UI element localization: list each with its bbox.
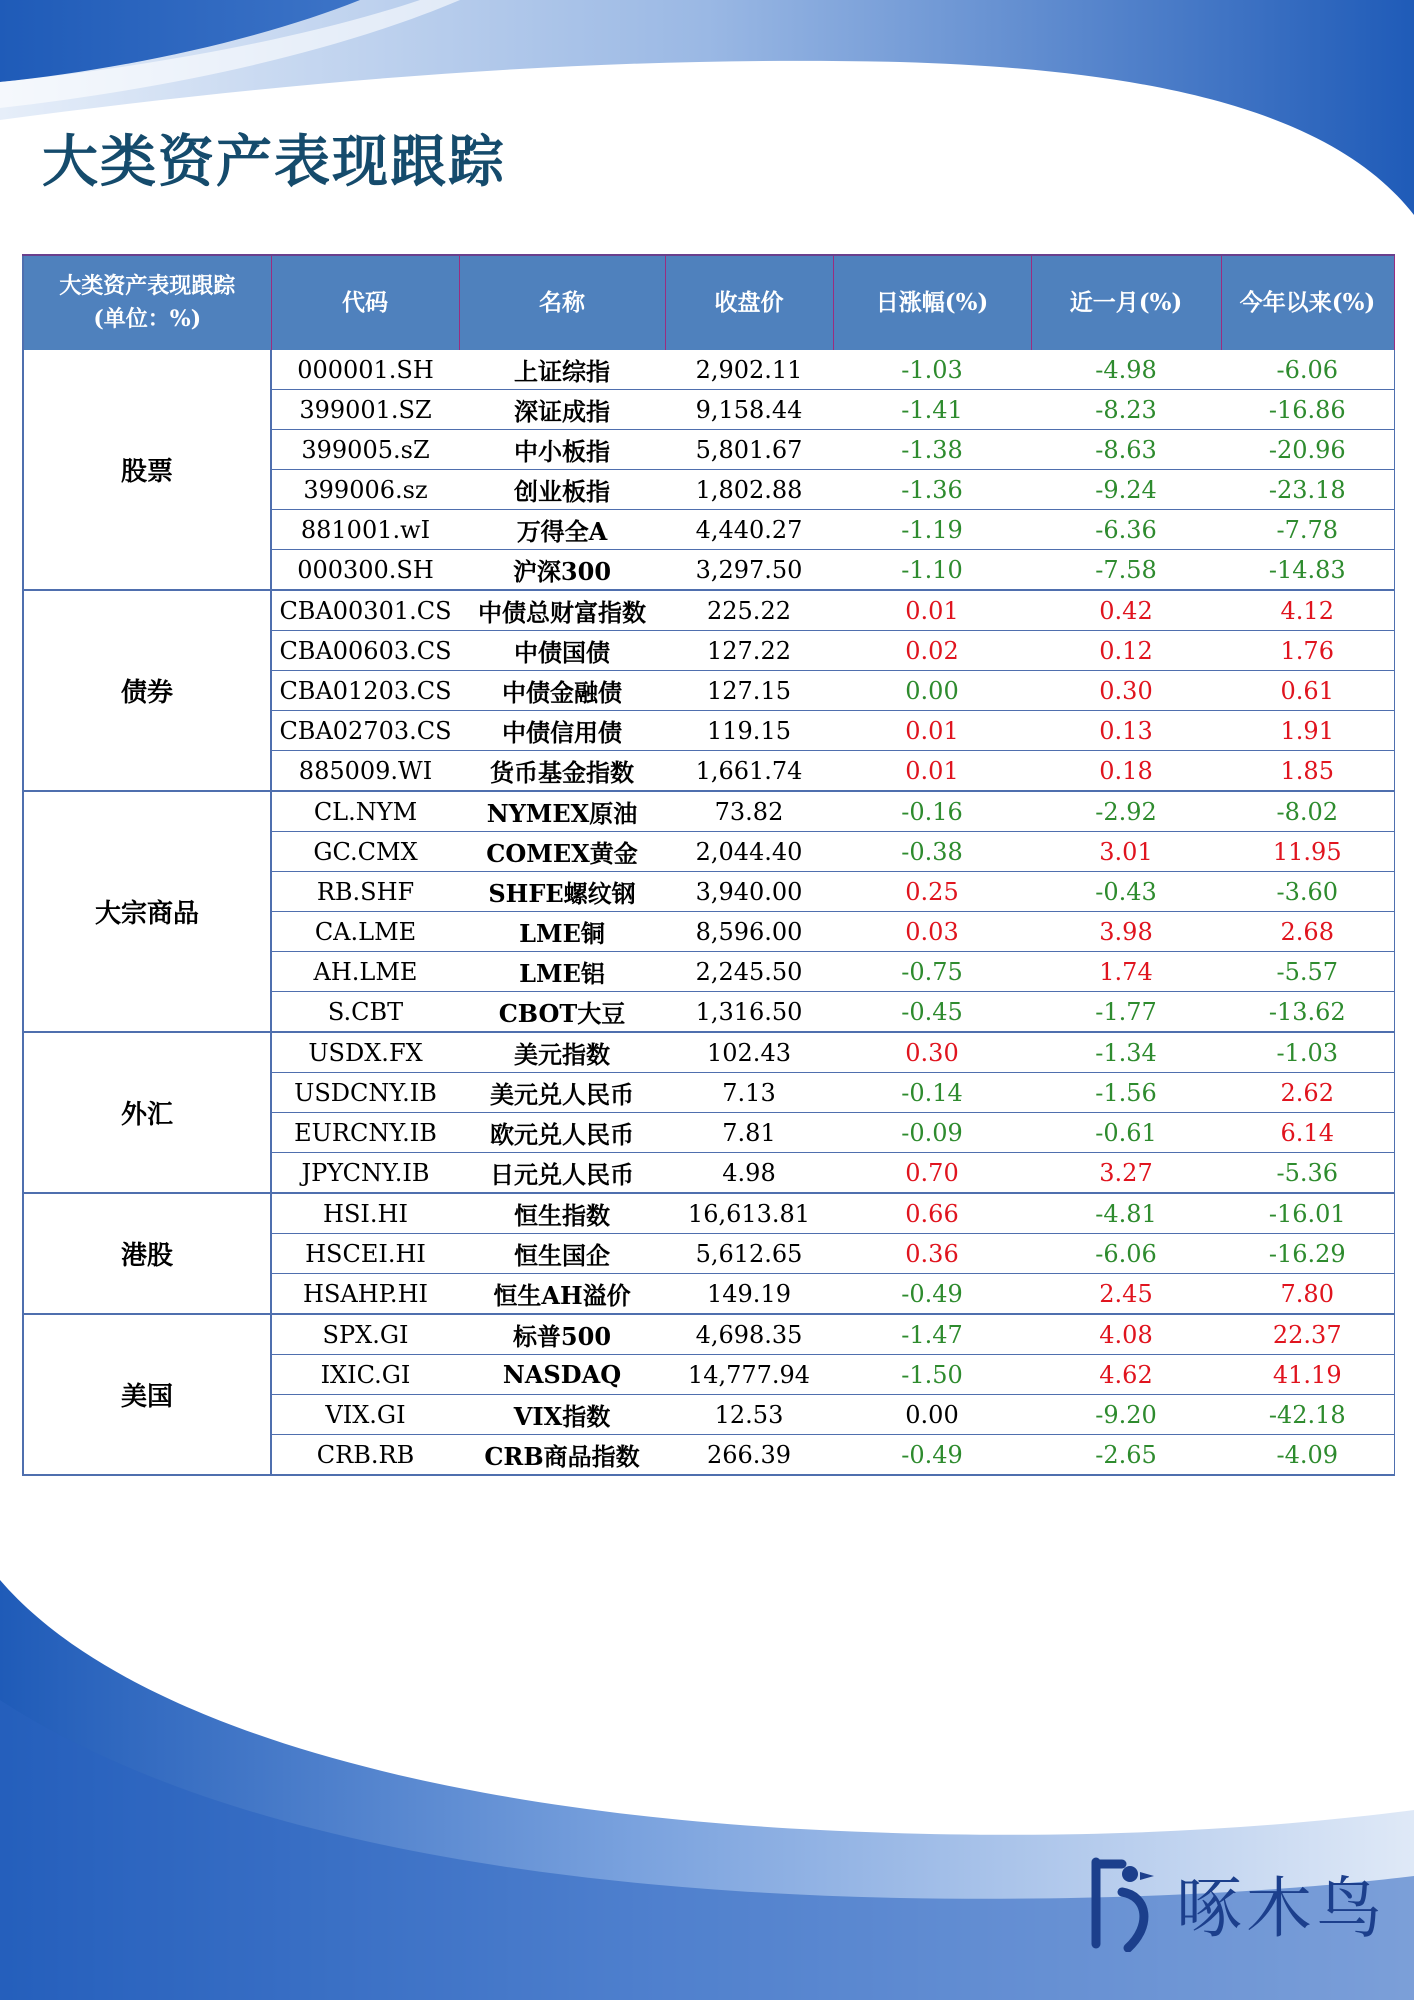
close-cell: 14,777.94 xyxy=(665,1355,833,1395)
table-header-row xyxy=(23,255,1394,350)
daily-change-cell: -0.75 xyxy=(833,952,1031,992)
daily-change-cell: -0.38 xyxy=(833,832,1031,872)
ytd-cell: -42.18 xyxy=(1221,1395,1394,1435)
ytd-cell: 4.12 xyxy=(1221,590,1394,631)
one-month-cell: 3.01 xyxy=(1031,832,1221,872)
one-month-cell: -0.61 xyxy=(1031,1113,1221,1153)
daily-change-cell: 0.30 xyxy=(833,1032,1031,1073)
close-cell: 266.39 xyxy=(665,1435,833,1476)
daily-change-cell: -1.19 xyxy=(833,510,1031,550)
one-month-cell: -9.20 xyxy=(1031,1395,1221,1435)
code-cell: CBA00603.CS xyxy=(271,631,459,671)
code-cell: HSAHP.HI xyxy=(271,1274,459,1315)
code-cell: CBA02703.CS xyxy=(271,711,459,751)
ytd-cell: -20.96 xyxy=(1221,430,1394,470)
close-cell: 3,297.50 xyxy=(665,550,833,591)
daily-change-cell: 0.01 xyxy=(833,590,1031,631)
close-cell: 1,661.74 xyxy=(665,751,833,792)
table-row xyxy=(23,350,1394,390)
code-cell: 399005.sZ xyxy=(271,430,459,470)
name-cell: 中债国债 xyxy=(459,631,665,671)
one-month-cell: -2.65 xyxy=(1031,1435,1221,1476)
ytd-cell: -16.01 xyxy=(1221,1193,1394,1234)
code-cell: 000300.SH xyxy=(271,550,459,591)
ytd-cell: -5.57 xyxy=(1221,952,1394,992)
brand-name: 啄木鸟 xyxy=(1176,1869,1386,1947)
code-cell: 399001.SZ xyxy=(271,390,459,430)
name-cell: 中债金融债 xyxy=(459,671,665,711)
daily-change-cell: 0.00 xyxy=(833,1395,1031,1435)
ytd-cell: -1.03 xyxy=(1221,1032,1394,1073)
daily-change-cell: -1.50 xyxy=(833,1355,1031,1395)
category-cell: 外汇 xyxy=(23,1032,271,1193)
ytd-cell: -6.06 xyxy=(1221,350,1394,390)
name-cell: NYMEX原油 xyxy=(459,791,665,832)
table-row xyxy=(23,1032,1394,1073)
close-cell: 73.82 xyxy=(665,791,833,832)
one-month-cell: -8.63 xyxy=(1031,430,1221,470)
name-cell: 标普500 xyxy=(459,1314,665,1355)
daily-change-cell: -1.10 xyxy=(833,550,1031,591)
close-cell: 4,440.27 xyxy=(665,510,833,550)
daily-change-cell: -0.09 xyxy=(833,1113,1031,1153)
close-cell: 8,596.00 xyxy=(665,912,833,952)
header-category: 大类资产表现跟踪 (单位：%) xyxy=(23,255,271,350)
close-cell: 9,158.44 xyxy=(665,390,833,430)
close-cell: 127.15 xyxy=(665,671,833,711)
name-cell: LME铝 xyxy=(459,952,665,992)
close-cell: 4.98 xyxy=(665,1153,833,1194)
name-cell: 货币基金指数 xyxy=(459,751,665,792)
ytd-cell: 7.80 xyxy=(1221,1274,1394,1315)
name-cell: 恒生AH溢价 xyxy=(459,1274,665,1315)
one-month-cell: 2.45 xyxy=(1031,1274,1221,1315)
code-cell: VIX.GI xyxy=(271,1395,459,1435)
header-ytd: 今年以来(%) xyxy=(1221,255,1394,350)
name-cell: VIX指数 xyxy=(459,1395,665,1435)
ytd-cell: 11.95 xyxy=(1221,832,1394,872)
one-month-cell: 0.30 xyxy=(1031,671,1221,711)
name-cell: 美元兑人民币 xyxy=(459,1073,665,1113)
code-cell: JPYCNY.IB xyxy=(271,1153,459,1194)
daily-change-cell: -0.49 xyxy=(833,1435,1031,1476)
code-cell: USDX.FX xyxy=(271,1032,459,1073)
one-month-cell: -8.23 xyxy=(1031,390,1221,430)
header-one-month: 近一月(%) xyxy=(1031,255,1221,350)
header-code: 代码 xyxy=(271,255,459,350)
close-cell: 1,802.88 xyxy=(665,470,833,510)
header-close: 收盘价 xyxy=(665,255,833,350)
ytd-cell: 6.14 xyxy=(1221,1113,1394,1153)
page-title: 大类资产表现跟踪 xyxy=(42,130,506,195)
one-month-cell: 0.42 xyxy=(1031,590,1221,631)
ytd-cell: 41.19 xyxy=(1221,1355,1394,1395)
daily-change-cell: -1.03 xyxy=(833,350,1031,390)
one-month-cell: -7.58 xyxy=(1031,550,1221,591)
code-cell: CBA01203.CS xyxy=(271,671,459,711)
ytd-cell: 0.61 xyxy=(1221,671,1394,711)
daily-change-cell: 0.01 xyxy=(833,751,1031,792)
ytd-cell: -13.62 xyxy=(1221,992,1394,1033)
close-cell: 5,801.67 xyxy=(665,430,833,470)
one-month-cell: -1.34 xyxy=(1031,1032,1221,1073)
table-row xyxy=(23,1314,1394,1355)
one-month-cell: -9.24 xyxy=(1031,470,1221,510)
code-cell: RB.SHF xyxy=(271,872,459,912)
close-cell: 119.15 xyxy=(665,711,833,751)
code-cell: USDCNY.IB xyxy=(271,1073,459,1113)
one-month-cell: 0.12 xyxy=(1031,631,1221,671)
ytd-cell: -3.60 xyxy=(1221,872,1394,912)
daily-change-cell: 0.02 xyxy=(833,631,1031,671)
close-cell: 2,902.11 xyxy=(665,350,833,390)
one-month-cell: -1.77 xyxy=(1031,992,1221,1033)
code-cell: 399006.sz xyxy=(271,470,459,510)
name-cell: 恒生国企 xyxy=(459,1234,665,1274)
daily-change-cell: -0.16 xyxy=(833,791,1031,832)
name-cell: CBOT大豆 xyxy=(459,992,665,1033)
close-cell: 149.19 xyxy=(665,1274,833,1315)
code-cell: HSI.HI xyxy=(271,1193,459,1234)
name-cell: NASDAQ xyxy=(459,1355,665,1395)
one-month-cell: -0.43 xyxy=(1031,872,1221,912)
one-month-cell: 1.74 xyxy=(1031,952,1221,992)
ytd-cell: 1.76 xyxy=(1221,631,1394,671)
daily-change-cell: 0.66 xyxy=(833,1193,1031,1234)
one-month-cell: 3.27 xyxy=(1031,1153,1221,1194)
ytd-cell: 2.62 xyxy=(1221,1073,1394,1113)
name-cell: CRB商品指数 xyxy=(459,1435,665,1476)
category-cell: 大宗商品 xyxy=(23,791,271,1032)
name-cell: 创业板指 xyxy=(459,470,665,510)
code-cell: HSCEI.HI xyxy=(271,1234,459,1274)
category-cell: 债券 xyxy=(23,590,271,791)
one-month-cell: -2.92 xyxy=(1031,791,1221,832)
daily-change-cell: 0.00 xyxy=(833,671,1031,711)
ytd-cell: 2.68 xyxy=(1221,912,1394,952)
close-cell: 7.81 xyxy=(665,1113,833,1153)
ytd-cell: -4.09 xyxy=(1221,1435,1394,1476)
one-month-cell: -1.56 xyxy=(1031,1073,1221,1113)
name-cell: SHFE螺纹钢 xyxy=(459,872,665,912)
code-cell: CL.NYM xyxy=(271,791,459,832)
one-month-cell: -6.06 xyxy=(1031,1234,1221,1274)
daily-change-cell: -1.41 xyxy=(833,390,1031,430)
code-cell: SPX.GI xyxy=(271,1314,459,1355)
category-cell: 港股 xyxy=(23,1193,271,1314)
daily-change-cell: -1.36 xyxy=(833,470,1031,510)
close-cell: 225.22 xyxy=(665,590,833,631)
close-cell: 3,940.00 xyxy=(665,872,833,912)
one-month-cell: 4.08 xyxy=(1031,1314,1221,1355)
one-month-cell: -4.81 xyxy=(1031,1193,1221,1234)
close-cell: 2,044.40 xyxy=(665,832,833,872)
daily-change-cell: 0.25 xyxy=(833,872,1031,912)
code-cell: EURCNY.IB xyxy=(271,1113,459,1153)
close-cell: 16,613.81 xyxy=(665,1193,833,1234)
name-cell: 日元兑人民币 xyxy=(459,1153,665,1194)
name-cell: 上证综指 xyxy=(459,350,665,390)
one-month-cell: 3.98 xyxy=(1031,912,1221,952)
name-cell: 中债总财富指数 xyxy=(459,590,665,631)
woodpecker-logo-icon xyxy=(1088,1852,1160,1952)
daily-change-cell: 0.03 xyxy=(833,912,1031,952)
close-cell: 102.43 xyxy=(665,1032,833,1073)
close-cell: 12.53 xyxy=(665,1395,833,1435)
close-cell: 1,316.50 xyxy=(665,992,833,1033)
name-cell: 美元指数 xyxy=(459,1032,665,1073)
name-cell: 欧元兑人民币 xyxy=(459,1113,665,1153)
name-cell: 中债信用债 xyxy=(459,711,665,751)
one-month-cell: 4.62 xyxy=(1031,1355,1221,1395)
code-cell: 885009.WI xyxy=(271,751,459,792)
daily-change-cell: -0.49 xyxy=(833,1274,1031,1315)
table-row xyxy=(23,791,1394,832)
close-cell: 7.13 xyxy=(665,1073,833,1113)
name-cell: 深证成指 xyxy=(459,390,665,430)
one-month-cell: 0.13 xyxy=(1031,711,1221,751)
ytd-cell: -8.02 xyxy=(1221,791,1394,832)
daily-change-cell: -1.38 xyxy=(833,430,1031,470)
name-cell: 万得全A xyxy=(459,510,665,550)
name-cell: 恒生指数 xyxy=(459,1193,665,1234)
brand-logo xyxy=(1088,1852,1386,1952)
code-cell: S.CBT xyxy=(271,992,459,1033)
ytd-cell: -7.78 xyxy=(1221,510,1394,550)
one-month-cell: 0.18 xyxy=(1031,751,1221,792)
ytd-cell: -16.29 xyxy=(1221,1234,1394,1274)
name-cell: 中小板指 xyxy=(459,430,665,470)
close-cell: 2,245.50 xyxy=(665,952,833,992)
category-cell: 股票 xyxy=(23,350,271,590)
daily-change-cell: 0.01 xyxy=(833,711,1031,751)
ytd-cell: -23.18 xyxy=(1221,470,1394,510)
code-cell: 000001.SH xyxy=(271,350,459,390)
table-body xyxy=(23,350,1394,1475)
close-cell: 127.22 xyxy=(665,631,833,671)
ytd-cell: 1.91 xyxy=(1221,711,1394,751)
ytd-cell: -5.36 xyxy=(1221,1153,1394,1194)
daily-change-cell: -0.14 xyxy=(833,1073,1031,1113)
daily-change-cell: 0.36 xyxy=(833,1234,1031,1274)
code-cell: 881001.wI xyxy=(271,510,459,550)
code-cell: CA.LME xyxy=(271,912,459,952)
table-row xyxy=(23,590,1394,631)
code-cell: CBA00301.CS xyxy=(271,590,459,631)
one-month-cell: -4.98 xyxy=(1031,350,1221,390)
header-daily-change: 日涨幅(%) xyxy=(833,255,1031,350)
daily-change-cell: -0.45 xyxy=(833,992,1031,1033)
header-name: 名称 xyxy=(459,255,665,350)
ytd-cell: 1.85 xyxy=(1221,751,1394,792)
name-cell: LME铜 xyxy=(459,912,665,952)
table-row xyxy=(23,1193,1394,1234)
code-cell: AH.LME xyxy=(271,952,459,992)
name-cell: COMEX黄金 xyxy=(459,832,665,872)
code-cell: CRB.RB xyxy=(271,1435,459,1476)
ytd-cell: 22.37 xyxy=(1221,1314,1394,1355)
ytd-cell: -14.83 xyxy=(1221,550,1394,591)
asset-performance-table xyxy=(22,254,1395,1476)
daily-change-cell: 0.70 xyxy=(833,1153,1031,1194)
daily-change-cell: -1.47 xyxy=(833,1314,1031,1355)
category-cell: 美国 xyxy=(23,1314,271,1475)
code-cell: GC.CMX xyxy=(271,832,459,872)
close-cell: 4,698.35 xyxy=(665,1314,833,1355)
one-month-cell: -6.36 xyxy=(1031,510,1221,550)
code-cell: IXIC.GI xyxy=(271,1355,459,1395)
ytd-cell: -16.86 xyxy=(1221,390,1394,430)
name-cell: 沪深300 xyxy=(459,550,665,591)
close-cell: 5,612.65 xyxy=(665,1234,833,1274)
